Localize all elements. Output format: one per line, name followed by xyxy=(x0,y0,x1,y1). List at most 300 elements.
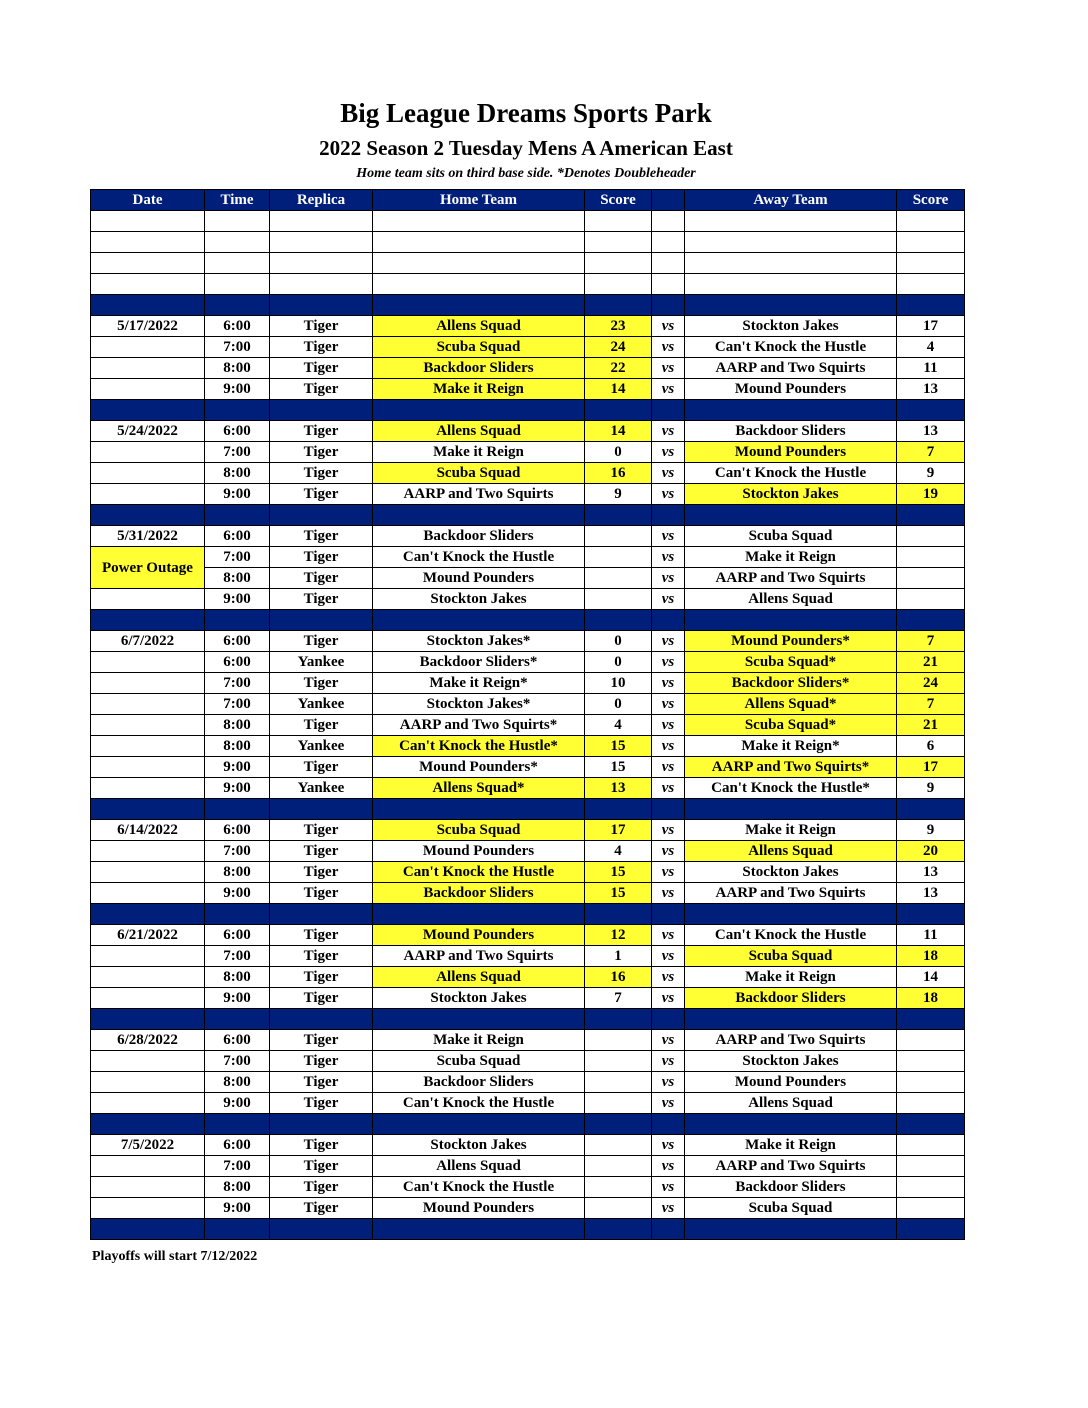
game-row xyxy=(91,736,965,757)
empty-cell xyxy=(373,211,585,232)
vs-label: vs xyxy=(652,547,685,568)
separator-cell xyxy=(652,799,685,820)
away-score: 18 xyxy=(897,946,965,967)
separator-cell xyxy=(897,295,965,316)
away-team: Backdoor Sliders xyxy=(685,1177,897,1198)
game-time: 7:00 xyxy=(205,673,270,694)
vs-label: vs xyxy=(652,337,685,358)
home-score xyxy=(585,1177,652,1198)
separator-cell xyxy=(373,505,585,526)
home-score xyxy=(585,1156,652,1177)
date-cell-empty xyxy=(91,1198,205,1219)
home-team: Scuba Squad xyxy=(373,820,585,841)
separator-cell xyxy=(685,295,897,316)
home-score: 22 xyxy=(585,358,652,379)
separator-cell xyxy=(205,1114,270,1135)
home-score xyxy=(585,589,652,610)
game-time: 7:00 xyxy=(205,694,270,715)
empty-cell xyxy=(91,274,205,295)
away-score: 11 xyxy=(897,925,965,946)
separator-cell xyxy=(685,1114,897,1135)
vs-label: vs xyxy=(652,1072,685,1093)
separator-cell xyxy=(652,1114,685,1135)
empty-cell xyxy=(91,232,205,253)
game-time: 6:00 xyxy=(205,316,270,337)
empty-row xyxy=(91,274,965,295)
game-time: 8:00 xyxy=(205,568,270,589)
empty-cell xyxy=(685,232,897,253)
away-score: 21 xyxy=(897,715,965,736)
home-score xyxy=(585,526,652,547)
home-team: Allens Squad xyxy=(373,316,585,337)
game-date: 5/31/2022 xyxy=(91,526,205,547)
away-score: 7 xyxy=(897,442,965,463)
game-row xyxy=(91,673,965,694)
empty-cell xyxy=(897,253,965,274)
separator-row xyxy=(91,610,965,631)
game-time: 9:00 xyxy=(205,1198,270,1219)
separator-cell xyxy=(205,505,270,526)
separator-cell xyxy=(270,400,373,421)
away-team: Stockton Jakes xyxy=(685,484,897,505)
separator-cell xyxy=(652,1219,685,1240)
away-score: 13 xyxy=(897,421,965,442)
separator-cell xyxy=(685,904,897,925)
home-score xyxy=(585,1198,652,1219)
separator-cell xyxy=(373,1219,585,1240)
date-cell-empty xyxy=(91,883,205,904)
game-row xyxy=(91,463,965,484)
separator-cell xyxy=(897,610,965,631)
date-cell-empty xyxy=(91,652,205,673)
empty-cell xyxy=(652,274,685,295)
game-time: 9:00 xyxy=(205,379,270,400)
game-row xyxy=(91,568,965,589)
away-team: AARP and Two Squirts xyxy=(685,1156,897,1177)
away-team: AARP and Two Squirts* xyxy=(685,757,897,778)
separator-cell xyxy=(897,904,965,925)
home-score: 12 xyxy=(585,925,652,946)
home-team: Make it Reign xyxy=(373,379,585,400)
game-replica: Tiger xyxy=(270,1030,373,1051)
game-time: 6:00 xyxy=(205,421,270,442)
home-team: AARP and Two Squirts* xyxy=(373,715,585,736)
separator-cell xyxy=(373,1009,585,1030)
game-time: 7:00 xyxy=(205,841,270,862)
home-team: Can't Knock the Hustle xyxy=(373,1093,585,1114)
empty-cell xyxy=(270,211,373,232)
game-replica: Yankee xyxy=(270,736,373,757)
away-score xyxy=(897,526,965,547)
away-score: 13 xyxy=(897,862,965,883)
home-team: Mound Pounders xyxy=(373,1198,585,1219)
game-time: 7:00 xyxy=(205,442,270,463)
game-row xyxy=(91,358,965,379)
column-header-vs xyxy=(652,190,685,211)
empty-cell xyxy=(685,211,897,232)
week-note: Power Outage xyxy=(91,547,205,589)
game-time: 8:00 xyxy=(205,967,270,988)
away-score: 21 xyxy=(897,652,965,673)
home-score: 1 xyxy=(585,946,652,967)
separator-cell xyxy=(897,799,965,820)
empty-cell xyxy=(373,253,585,274)
game-replica: Tiger xyxy=(270,946,373,967)
game-time: 8:00 xyxy=(205,736,270,757)
away-team: AARP and Two Squirts xyxy=(685,1030,897,1051)
empty-cell xyxy=(270,232,373,253)
schedule-note: Home team sits on third base side. *Denotes Doubleheader xyxy=(356,166,696,181)
empty-cell xyxy=(585,232,652,253)
date-cell-empty xyxy=(91,736,205,757)
away-score xyxy=(897,568,965,589)
separator-cell xyxy=(205,1219,270,1240)
game-replica: Tiger xyxy=(270,463,373,484)
game-row xyxy=(91,526,965,547)
home-team: Can't Knock the Hustle* xyxy=(373,736,585,757)
away-score xyxy=(897,547,965,568)
away-team: Scuba Squad xyxy=(685,1198,897,1219)
away-score: 4 xyxy=(897,337,965,358)
away-team: Allens Squad xyxy=(685,841,897,862)
game-row xyxy=(91,421,965,442)
separator-cell xyxy=(685,1009,897,1030)
date-cell-empty xyxy=(91,673,205,694)
home-team: Scuba Squad xyxy=(373,1051,585,1072)
vs-label: vs xyxy=(652,715,685,736)
separator-cell xyxy=(91,1219,205,1240)
separator-row xyxy=(91,1114,965,1135)
game-replica: Tiger xyxy=(270,988,373,1009)
game-time: 7:00 xyxy=(205,337,270,358)
game-date: 7/5/2022 xyxy=(91,1135,205,1156)
away-team: Can't Knock the Hustle xyxy=(685,337,897,358)
game-time: 8:00 xyxy=(205,1177,270,1198)
separator-cell xyxy=(373,1114,585,1135)
separator-cell xyxy=(91,610,205,631)
game-time: 6:00 xyxy=(205,652,270,673)
vs-label: vs xyxy=(652,694,685,715)
vs-label: vs xyxy=(652,526,685,547)
away-score xyxy=(897,1093,965,1114)
game-time: 9:00 xyxy=(205,757,270,778)
home-score: 10 xyxy=(585,673,652,694)
game-replica: Tiger xyxy=(270,316,373,337)
home-team: Mound Pounders xyxy=(373,925,585,946)
away-team: AARP and Two Squirts xyxy=(685,358,897,379)
separator-cell xyxy=(373,610,585,631)
column-header-time: Time xyxy=(205,190,270,211)
game-row xyxy=(91,652,965,673)
home-score: 4 xyxy=(585,841,652,862)
game-time: 8:00 xyxy=(205,1072,270,1093)
game-replica: Yankee xyxy=(270,778,373,799)
home-score: 14 xyxy=(585,379,652,400)
game-row xyxy=(91,1030,965,1051)
empty-cell xyxy=(270,253,373,274)
home-team: Allens Squad xyxy=(373,421,585,442)
game-row xyxy=(91,778,965,799)
game-row xyxy=(91,337,965,358)
away-team: Mound Pounders* xyxy=(685,631,897,652)
game-time: 6:00 xyxy=(205,1135,270,1156)
away-score: 20 xyxy=(897,841,965,862)
away-team: Make it Reign xyxy=(685,967,897,988)
game-row xyxy=(91,379,965,400)
game-replica: Yankee xyxy=(270,694,373,715)
game-time: 9:00 xyxy=(205,883,270,904)
home-team: Mound Pounders xyxy=(373,841,585,862)
empty-cell xyxy=(585,274,652,295)
game-date: 6/21/2022 xyxy=(91,925,205,946)
separator-cell xyxy=(270,295,373,316)
home-score xyxy=(585,547,652,568)
vs-label: vs xyxy=(652,652,685,673)
game-replica: Tiger xyxy=(270,925,373,946)
away-score: 7 xyxy=(897,694,965,715)
separator-cell xyxy=(373,295,585,316)
away-score xyxy=(897,1198,965,1219)
vs-label: vs xyxy=(652,883,685,904)
separator-cell xyxy=(91,400,205,421)
game-row xyxy=(91,925,965,946)
away-score: 17 xyxy=(897,316,965,337)
home-team: Backdoor Sliders* xyxy=(373,652,585,673)
game-replica: Tiger xyxy=(270,421,373,442)
vs-label: vs xyxy=(652,862,685,883)
separator-cell xyxy=(585,1009,652,1030)
separator-cell xyxy=(652,610,685,631)
vs-label: vs xyxy=(652,568,685,589)
game-row xyxy=(91,820,965,841)
game-replica: Tiger xyxy=(270,1177,373,1198)
empty-cell xyxy=(205,211,270,232)
separator-cell xyxy=(91,799,205,820)
empty-cell xyxy=(585,211,652,232)
home-score xyxy=(585,1051,652,1072)
home-score xyxy=(585,568,652,589)
separator-cell xyxy=(91,295,205,316)
home-team: Allens Squad xyxy=(373,967,585,988)
column-header-date: Date xyxy=(91,190,205,211)
separator-cell xyxy=(373,799,585,820)
home-score: 0 xyxy=(585,442,652,463)
away-team: Can't Knock the Hustle xyxy=(685,925,897,946)
column-header-away-score: Score xyxy=(897,190,965,211)
game-time: 8:00 xyxy=(205,463,270,484)
column-header-home-team: Home Team xyxy=(373,190,585,211)
away-score xyxy=(897,1156,965,1177)
home-team: AARP and Two Squirts xyxy=(373,946,585,967)
home-score: 15 xyxy=(585,757,652,778)
home-team: Scuba Squad xyxy=(373,337,585,358)
separator-cell xyxy=(270,1114,373,1135)
game-row xyxy=(91,547,965,568)
separator-cell xyxy=(585,610,652,631)
home-team: Backdoor Sliders xyxy=(373,358,585,379)
page-title: Big League Dreams Sports Park xyxy=(340,98,712,128)
home-score xyxy=(585,1030,652,1051)
separator-cell xyxy=(897,1114,965,1135)
game-time: 9:00 xyxy=(205,484,270,505)
away-score: 9 xyxy=(897,778,965,799)
away-team: Make it Reign xyxy=(685,820,897,841)
separator-cell xyxy=(897,1009,965,1030)
empty-cell xyxy=(585,253,652,274)
game-date: 5/17/2022 xyxy=(91,316,205,337)
game-replica: Tiger xyxy=(270,568,373,589)
away-score: 14 xyxy=(897,967,965,988)
date-cell-empty xyxy=(91,337,205,358)
separator-row xyxy=(91,400,965,421)
game-row xyxy=(91,862,965,883)
game-time: 6:00 xyxy=(205,526,270,547)
game-row xyxy=(91,1135,965,1156)
game-row xyxy=(91,1156,965,1177)
game-row xyxy=(91,1072,965,1093)
empty-cell xyxy=(685,253,897,274)
vs-label: vs xyxy=(652,757,685,778)
game-replica: Tiger xyxy=(270,484,373,505)
game-row xyxy=(91,841,965,862)
game-row xyxy=(91,757,965,778)
game-row xyxy=(91,988,965,1009)
away-score: 11 xyxy=(897,358,965,379)
empty-cell xyxy=(897,211,965,232)
separator-cell xyxy=(205,400,270,421)
game-replica: Tiger xyxy=(270,337,373,358)
home-score: 13 xyxy=(585,778,652,799)
home-score: 7 xyxy=(585,988,652,1009)
vs-label: vs xyxy=(652,673,685,694)
game-replica: Tiger xyxy=(270,883,373,904)
home-score: 15 xyxy=(585,862,652,883)
date-cell-empty xyxy=(91,862,205,883)
empty-cell xyxy=(270,274,373,295)
empty-row xyxy=(91,232,965,253)
date-cell-empty xyxy=(91,757,205,778)
home-team: Mound Pounders xyxy=(373,568,585,589)
game-row xyxy=(91,883,965,904)
home-score: 17 xyxy=(585,820,652,841)
away-team: Backdoor Sliders* xyxy=(685,673,897,694)
away-score: 18 xyxy=(897,988,965,1009)
table-header-row xyxy=(91,190,965,211)
home-team: Make it Reign* xyxy=(373,673,585,694)
home-team: Backdoor Sliders xyxy=(373,883,585,904)
date-cell-empty xyxy=(91,967,205,988)
home-score: 14 xyxy=(585,421,652,442)
game-row xyxy=(91,1093,965,1114)
away-score: 9 xyxy=(897,463,965,484)
game-time: 9:00 xyxy=(205,1093,270,1114)
separator-cell xyxy=(685,610,897,631)
home-score: 16 xyxy=(585,463,652,484)
away-score: 17 xyxy=(897,757,965,778)
separator-cell xyxy=(373,400,585,421)
home-team: Can't Knock the Hustle xyxy=(373,1177,585,1198)
page-subtitle: 2022 Season 2 Tuesday Mens A American East xyxy=(319,136,733,160)
game-time: 7:00 xyxy=(205,946,270,967)
vs-label: vs xyxy=(652,1198,685,1219)
game-replica: Tiger xyxy=(270,379,373,400)
separator-cell xyxy=(652,904,685,925)
away-team: Backdoor Sliders xyxy=(685,988,897,1009)
separator-cell xyxy=(585,904,652,925)
away-team: Make it Reign* xyxy=(685,736,897,757)
home-score: 9 xyxy=(585,484,652,505)
home-team: Can't Knock the Hustle xyxy=(373,547,585,568)
vs-label: vs xyxy=(652,589,685,610)
vs-label: vs xyxy=(652,484,685,505)
game-replica: Tiger xyxy=(270,757,373,778)
game-row xyxy=(91,316,965,337)
vs-label: vs xyxy=(652,820,685,841)
game-row xyxy=(91,1051,965,1072)
separator-cell xyxy=(91,1009,205,1030)
away-team: Scuba Squad xyxy=(685,526,897,547)
separator-cell xyxy=(652,505,685,526)
date-cell-empty xyxy=(91,379,205,400)
separator-cell xyxy=(270,904,373,925)
empty-cell xyxy=(205,253,270,274)
game-time: 9:00 xyxy=(205,988,270,1009)
separator-cell xyxy=(585,1114,652,1135)
home-team: Backdoor Sliders xyxy=(373,526,585,547)
separator-cell xyxy=(685,505,897,526)
game-time: 7:00 xyxy=(205,1156,270,1177)
separator-cell xyxy=(205,904,270,925)
away-team: Make it Reign xyxy=(685,547,897,568)
game-replica: Tiger xyxy=(270,820,373,841)
column-header-away-team: Away Team xyxy=(685,190,897,211)
away-score xyxy=(897,1135,965,1156)
away-score: 6 xyxy=(897,736,965,757)
home-team: Allens Squad* xyxy=(373,778,585,799)
game-row xyxy=(91,1198,965,1219)
home-team: Mound Pounders* xyxy=(373,757,585,778)
game-replica: Tiger xyxy=(270,862,373,883)
empty-cell xyxy=(685,274,897,295)
date-cell-empty xyxy=(91,988,205,1009)
empty-cell xyxy=(652,211,685,232)
date-cell-empty xyxy=(91,694,205,715)
vs-label: vs xyxy=(652,379,685,400)
game-time: 7:00 xyxy=(205,1051,270,1072)
away-team: Mound Pounders xyxy=(685,1072,897,1093)
separator-cell xyxy=(205,1009,270,1030)
game-replica: Tiger xyxy=(270,1198,373,1219)
vs-label: vs xyxy=(652,925,685,946)
date-cell-empty xyxy=(91,1093,205,1114)
away-score xyxy=(897,1030,965,1051)
home-score xyxy=(585,1072,652,1093)
separator-row xyxy=(91,1219,965,1240)
away-team: Allens Squad* xyxy=(685,694,897,715)
game-replica: Tiger xyxy=(270,631,373,652)
date-cell-empty xyxy=(91,589,205,610)
away-score: 13 xyxy=(897,379,965,400)
game-replica: Tiger xyxy=(270,715,373,736)
vs-label: vs xyxy=(652,988,685,1009)
away-score: 13 xyxy=(897,883,965,904)
game-replica: Tiger xyxy=(270,589,373,610)
date-cell-empty xyxy=(91,1072,205,1093)
home-score xyxy=(585,1093,652,1114)
game-replica: Tiger xyxy=(270,841,373,862)
game-replica: Tiger xyxy=(270,1072,373,1093)
empty-cell xyxy=(91,253,205,274)
